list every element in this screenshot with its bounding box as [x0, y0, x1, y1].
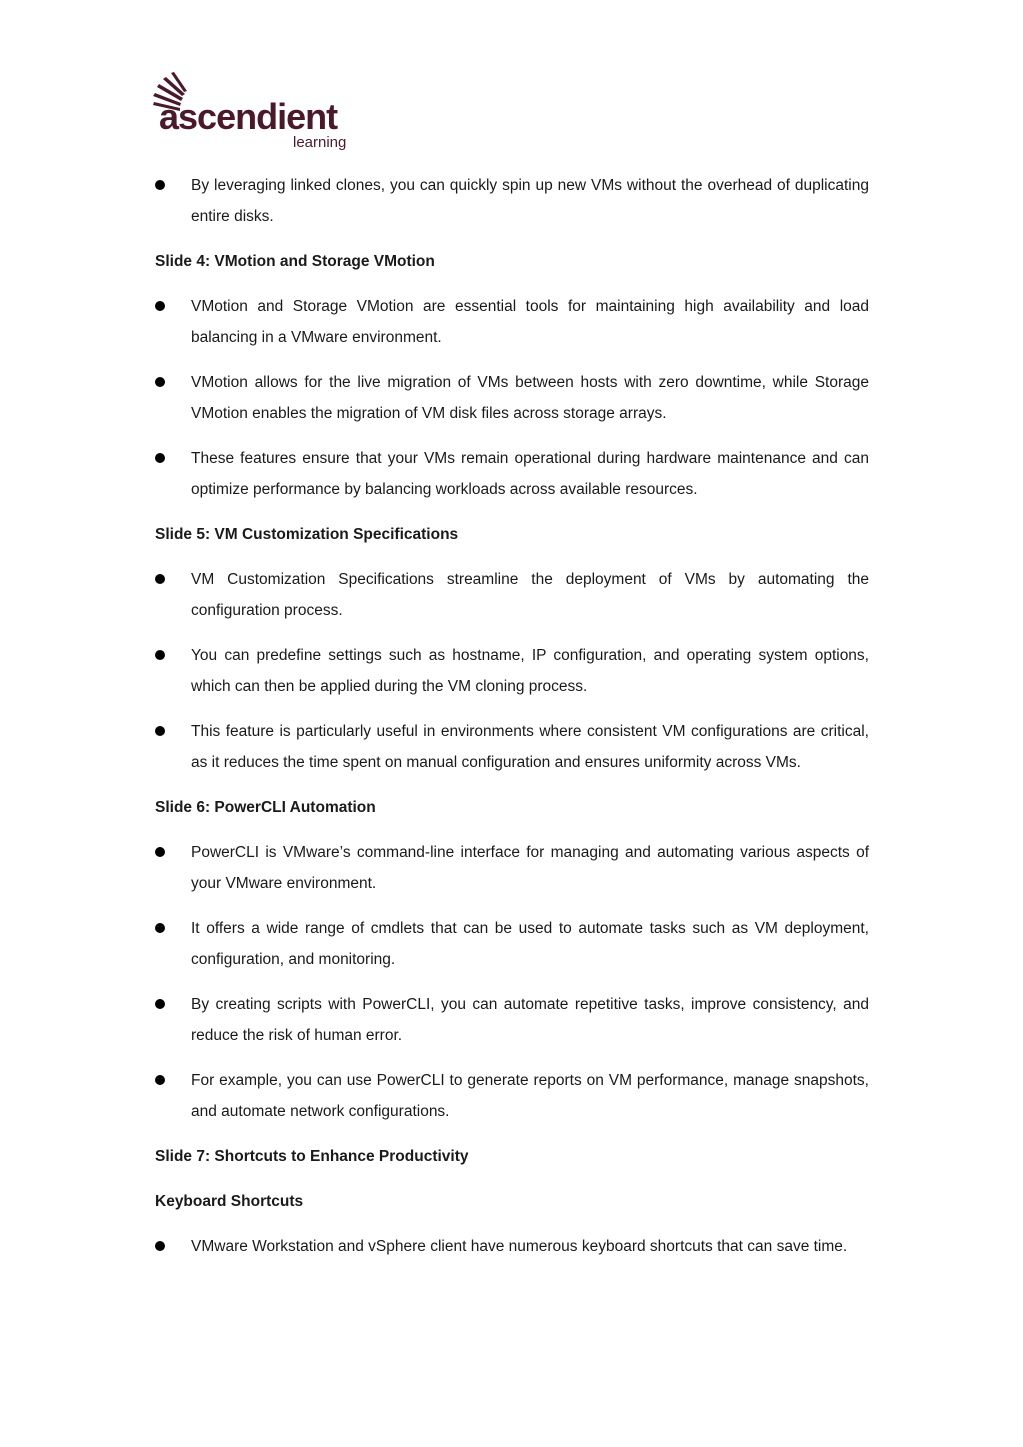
bullet-icon: [155, 847, 165, 857]
section-heading: Slide 5: VM Customization Specifications: [155, 526, 459, 543]
list-item-text: By creating scripts with PowerCLI, you can automate repetitive tasks, improve consistency, and reduce the risk of human error.: [191, 996, 869, 1044]
ascendient-logo-icon: [153, 71, 353, 151]
list-item-text: VMotion and Storage VMotion are essential tools for maintaining high availability and load balancing in a VMware environment.: [191, 298, 869, 346]
list-item: [155, 989, 869, 1051]
list-item-text: PowerCLI is VMware’s command-line interface for managing and automating various aspects of your VMware environment.: [191, 844, 869, 892]
list-item-text: These features ensure that your VMs remain operational during hardware maintenance and can optimize performance by balancing workloads across available resources.: [191, 450, 869, 498]
list-item-text: It offers a wide range of cmdlets that can be used to automate tasks such as VM deployment, configuration, and monitoring.: [191, 920, 869, 968]
list-item: [155, 367, 869, 429]
logo-wordmark: ascendient: [159, 96, 338, 137]
list-item: [155, 564, 869, 626]
list-item: [155, 170, 869, 232]
list-item-text: By leveraging linked clones, you can quickly spin up new VMs without the overhead of duplicating entire disks.: [191, 177, 869, 225]
list-item: [155, 913, 869, 975]
bullet-icon: [155, 377, 165, 387]
bullet-icon: [155, 453, 165, 463]
bullet-icon: [155, 301, 165, 311]
list-item-text: For example, you can use PowerCLI to generate reports on VM performance, manage snapshots, and automate network configurations.: [191, 1072, 869, 1120]
list-item-text: This feature is particularly useful in environments where consistent VM configurations are critical, as it reduces the time spent on manual configuration and ensures uniformity across VMs.: [191, 723, 869, 771]
list-item-text: VM Customization Specifications streamline the deployment of VMs by automating the configuration process.: [191, 571, 869, 619]
section-heading: Slide 6: PowerCLI Automation: [155, 799, 376, 816]
document-body: [155, 170, 869, 1276]
list-item-text: VMware Workstation and vSphere client have numerous keyboard shortcuts that can save time.: [191, 1238, 848, 1255]
bullet-icon: [155, 1241, 165, 1251]
bullet-icon: [155, 180, 165, 190]
bullet-icon: [155, 574, 165, 584]
section-heading: Slide 7: Shortcuts to Enhance Productivity: [155, 1148, 469, 1165]
list-item: [155, 291, 869, 353]
list-item-text: VMotion allows for the live migration of VMs between hosts with zero downtime, while Storage VMotion enables the migration of VM disk files across storage arrays.: [191, 374, 869, 422]
bullet-icon: [155, 923, 165, 933]
bullet-icon: [155, 726, 165, 736]
list-item-text: You can predefine settings such as hostname, IP configuration, and operating system options, which can then be applied during the VM cloning process.: [191, 647, 869, 695]
subsection-heading: Keyboard Shortcuts: [155, 1193, 304, 1210]
section-heading: Slide 4: VMotion and Storage VMotion: [155, 253, 435, 270]
list-item: [155, 443, 869, 505]
list-item: [155, 837, 869, 899]
list-item: [155, 1065, 869, 1127]
logo-tagline: learning: [293, 134, 347, 151]
bullet-icon: [155, 650, 165, 660]
list-item: [155, 716, 869, 778]
list-item: [155, 640, 869, 702]
bullet-icon: [155, 1075, 165, 1085]
company-logo: [153, 71, 353, 151]
list-item: [155, 1231, 869, 1262]
bullet-icon: [155, 999, 165, 1009]
